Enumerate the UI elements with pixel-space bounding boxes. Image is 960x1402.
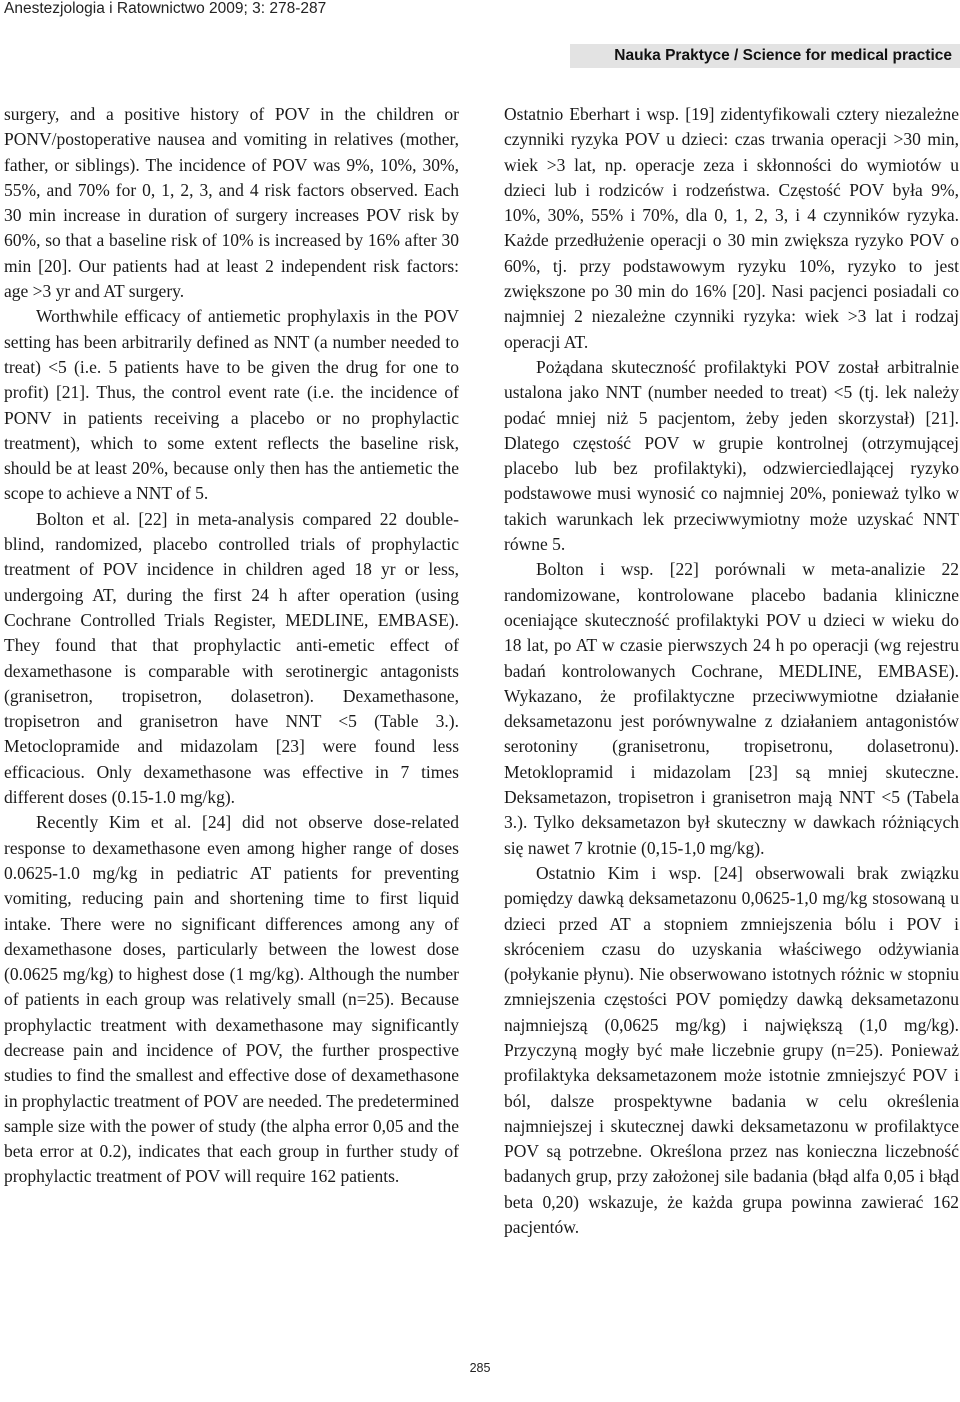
page-number: 285 (469, 1361, 491, 1375)
paragraph: Bolton i wsp. [22] porównali w meta-analizie 22 randomizowane, kontrolowane placebo badania kliniczne oceniające skuteczność profilaktyki POV u dzieci w wieku do 18 lat, po AT w czasie pierwszych 24 h po operacji (wg rejestru badań kontrolowanych Cochrane, MEDLINE, EMBASE). Wykazano, że profilaktyczne przeciwwymiotne działanie deksametazonu jest porównywalne z działaniem antagonistów serotoniny (granisetronu, tropisetronu, dolasetronu). Metoklopramid i midazolam [23] są mniej skuteczne. Deksametazon, tropisetron i granisetron mają NNT <5 (Tabela 3.). Tylko deksametazon był skuteczny w dawkach różniących się nawet 7 krotnie (0,15-1,0 mg/kg). (504, 559, 959, 858)
paragraph: surgery, and a positive history of POV in the children or PONV/postoperative nausea and vomiting in relatives (mother, father, or siblings). The incidence of POV was 9%, 10%, 30%, 55%, and 70% for 0, 1, 2, 3, and 4 risk factors observed. Each 30 min increase in duration of surgery increases POV risk by 60%, so that a baseline risk of 10% is increased by 16% after 30 min [20]. Our patients had at least 2 independent risk factors: age >3 yr and AT surgery. (4, 104, 459, 302)
right-column-polish (504, 102, 959, 1240)
paragraph: Pożądana skuteczność profilaktyki POV został arbitralnie ustalona jako NNT (number needed to treat) <5 (tj. lek należy podać mniej niż 5 pacjentom, żeby jeden skorzystał) [21]. Dlatego częstość POV w grupie kontrolnej (otrzymującej placebo lub bez profilaktyki), odzwierciedlającej ryzyko podstawowe musi wynosić co najmniej 20%, ponieważ tylko w takich warunkach lek przeciwwymiotny może uzyskać NNT równe 5. (504, 356, 959, 555)
paragraph: Worthwhile efficacy of antiemetic prophylaxis in the POV setting has been arbitrarily defined as NNT (a number needed to treat) <5 (i.e. 5 patients have to be given the drug for one to profit) [21]. Thus, the control event rate (i.e. the incidence of PONV in patients receiving a placebo or no prophylactic treatment), which to some extent reflects the baseline risk, should be at least 20%, because only then has the antiemetic the scope to achieve a NNT of 5. (4, 306, 459, 504)
paragraph: Ostatnio Eberhart i wsp. [19] zidentyfikowali cztery niezależne czynniki ryzyka POV u dzieci: czas trwania operacji >30 min, wiek >3 lat, np. operacje zeza i skłonności do wymiotów u dzieci lub i rodziców i rodzeństwa. Częstość POV była 9%, 10%, 30%, 55% i 70%, dla 0, 1, 2, 3, i 4 czynników ryzyka. Każde przedłużenie operacji o 30 min zwiększa ryzyko POV o 60%, tj. przy podstawowym ryzyku 10%, ryzyko to jest zwiększone po 30 min do 16% [20]. Nasi pacjenci posiadali co najmniej 2 niezależne czynniki ryzyka: wiek >3 lat i rodzaj operacji AT. (504, 104, 959, 352)
paragraph: Bolton et al. [22] in meta-analysis compared 22 double-blind, randomized, placebo controlled trials of prophylactic treatment of POV incidence in children aged 18 yr or less, undergoing AT, during the first 24 h after operation (using Cochrane Controlled Trials Register, MEDLINE, EMBASE). They found that that prophylactic anti-emetic effect of dexamethasone is comparable with serotinergic antagonists (granisetron, tropisetron, dolasetron). Dexamethasone, tropisetron and granisetron have NNT <5 (Table 3.). Metoclopramide and midazolam [23] were found less efficacious. Only dexamethasone was effective in 7 times different doses (0.15-1.0 mg/kg). (4, 508, 459, 808)
paragraph: Ostatnio Kim i wsp. [24] obserwowali brak związku pomiędzy dawką deksametazonu 0,0625-1,0 mg/kg stosowaną u dzieci przed AT a stopniem zmniejszenia bólu i POV i skróceniem czasu do uzyskania właściwego odżywiania (połykanie płynu). Nie obserwowano istotnych różnic w stopniu zmniejszenia częstości POV pomiędzy dawką deksametazonu najmniejszą (0,0625 mg/kg) i największą (1,0 mg/kg). Przyczyną mogły być małe liczebnie grupy (n=25). Ponieważ profilaktyka deksametazonem może istotnie zmniejszyć POV i ból, dalsze prospektywne badania w celu określenia najmniejszej i skutecznej dawki deksametazonu w profilaktyce POV są potrzebne. Określona przez nas konieczna liczebność badanych grup, przy założonej sile badania (błąd alfa 0,05 i błąd beta 0,20) wskazuje, że każda grupa powinna zawierać 162 pacjentów. (504, 862, 959, 1238)
section-title: Nauka Praktyce / Science for medical practice (570, 44, 960, 68)
journal-citation: Anestezjologia i Ratownictwo 2009; 3: 278-287 (4, 0, 327, 17)
left-column-english (4, 102, 459, 1190)
paragraph: Recently Kim et al. [24] did not observe dose-related response to dexamethasone even among higher range of doses 0.0625-1.0 mg/kg in pediatric AT patients for preventing vomiting, reducing pain and shortening time to first liquid intake. There were no significant differences among any of dexamethasone doses, particularly between the lowest dose (0.0625 mg/kg) to highest dose (1 mg/kg). Although the number of patients in each group was relatively small (n=25). Because prophylactic treatment with dexamethasone may significantly decrease pain and incidence of POV, the further prospective studies to find the smallest and effective dose of dexamethasone in prophylactic treatment of POV are needed. The predetermined sample size with the power of study (the alpha error 0,05 and the beta error at 0.2), indicates that each group in further study of prophylactic treatment of POV will require 162 patients. (4, 812, 459, 1187)
